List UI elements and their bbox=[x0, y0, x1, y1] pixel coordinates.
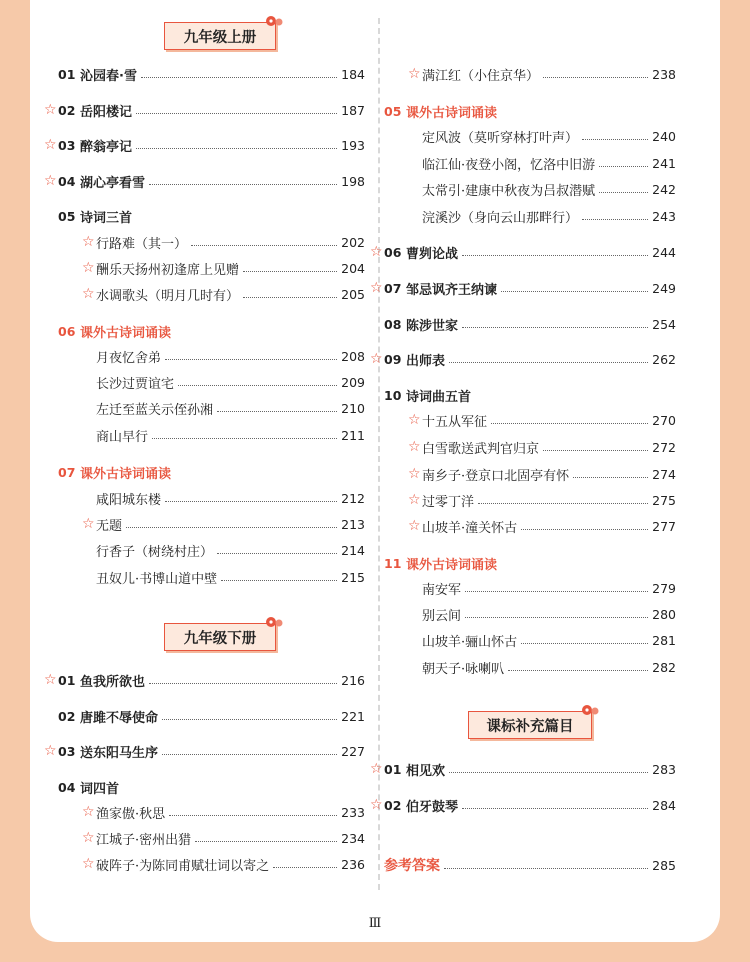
leader-dots bbox=[543, 77, 648, 78]
entry-page: 210 bbox=[341, 400, 365, 416]
star-icon: ☆ bbox=[82, 286, 95, 302]
leader-dots bbox=[136, 113, 337, 114]
star-icon: ☆ bbox=[82, 234, 95, 250]
entry-title: 送东阳马生序 bbox=[80, 745, 159, 761]
entry-number: 02 bbox=[384, 797, 402, 813]
entry-title: 南乡子·登京口北固亭有怀 bbox=[422, 468, 570, 484]
entry-number: 03 bbox=[58, 743, 76, 759]
entry-title: 陈涉世家 bbox=[406, 318, 459, 334]
toc-entry[interactable] bbox=[384, 630, 676, 650]
entry-page: 208 bbox=[341, 348, 365, 364]
toc-entry[interactable] bbox=[58, 828, 365, 848]
star-icon: ☆ bbox=[370, 797, 383, 813]
entry-number: 07 bbox=[58, 464, 76, 480]
entry-title: 丑奴儿·书博山道中壁 bbox=[96, 571, 218, 587]
entry-title: 词四首 bbox=[80, 781, 120, 797]
entry-page: 233 bbox=[341, 804, 365, 820]
toc-entry[interactable] bbox=[58, 372, 365, 392]
answers-page: 285 bbox=[652, 857, 676, 873]
leader-dots bbox=[582, 139, 648, 140]
toc-entry[interactable] bbox=[58, 777, 365, 797]
toc-entry[interactable] bbox=[384, 437, 676, 457]
entry-page: 279 bbox=[652, 580, 676, 596]
leader-dots bbox=[521, 529, 648, 530]
toc-entry[interactable] bbox=[384, 578, 676, 598]
toc-entry[interactable] bbox=[370, 242, 676, 262]
toc-entry[interactable] bbox=[384, 385, 676, 405]
leader-dots bbox=[465, 591, 648, 592]
toc-entry[interactable] bbox=[384, 657, 676, 677]
entry-title: 太常引·建康中秋夜为吕叔潜赋 bbox=[422, 183, 596, 199]
leader-dots bbox=[465, 617, 648, 618]
entry-page: 213 bbox=[341, 516, 365, 532]
entry-page: 249 bbox=[652, 280, 676, 296]
entry-title: 商山早行 bbox=[96, 429, 149, 445]
entry-title: 十五从军征 bbox=[422, 414, 488, 430]
leader-dots bbox=[501, 291, 648, 292]
entry-title: 江城子·密州出猎 bbox=[96, 832, 192, 848]
entry-title: 白雪歌送武判官归京 bbox=[422, 441, 540, 457]
entry-title: 山坡羊·潼关怀古 bbox=[422, 520, 518, 536]
star-icon: ☆ bbox=[44, 137, 57, 153]
leader-dots bbox=[195, 841, 337, 842]
star-icon: ☆ bbox=[44, 173, 57, 189]
entry-title: 定风波（莫听穿林打叶声） bbox=[422, 130, 579, 146]
header-supplement-label: 课标补充篇目 bbox=[486, 718, 574, 735]
toc-entry[interactable] bbox=[384, 206, 676, 226]
entry-page: 236 bbox=[341, 856, 365, 872]
star-icon: ☆ bbox=[44, 743, 57, 759]
entry-page: 244 bbox=[652, 244, 676, 260]
leader-dots bbox=[582, 219, 648, 220]
toc-entry[interactable] bbox=[58, 321, 365, 341]
toc-entry[interactable] bbox=[58, 398, 365, 418]
toc-entry[interactable] bbox=[384, 101, 676, 121]
entry-title: 咸阳城东楼 bbox=[96, 492, 162, 508]
entry-number: 06 bbox=[58, 323, 76, 339]
toc-entry[interactable] bbox=[370, 759, 676, 779]
star-icon: ☆ bbox=[408, 492, 421, 508]
toc-entry[interactable] bbox=[58, 802, 365, 822]
entry-page: 282 bbox=[652, 659, 676, 675]
entry-title: 左迁至蓝关示侄孙湘 bbox=[96, 402, 214, 418]
leader-dots bbox=[243, 297, 337, 298]
entry-number: 10 bbox=[384, 387, 402, 403]
leader-dots bbox=[573, 477, 648, 478]
toc-entry[interactable] bbox=[58, 567, 365, 587]
entry-title: 长沙过贾谊宅 bbox=[96, 376, 175, 392]
leader-dots bbox=[273, 867, 337, 868]
entry-page: 241 bbox=[652, 155, 676, 171]
entry-number: 02 bbox=[58, 102, 76, 118]
header-upper-label: 九年级上册 bbox=[183, 29, 257, 46]
leader-dots bbox=[191, 245, 337, 246]
toc-entry[interactable] bbox=[58, 706, 365, 726]
leader-dots bbox=[543, 450, 648, 451]
star-icon: ☆ bbox=[370, 280, 383, 296]
entry-title: 酬乐天扬州初逢席上见赠 bbox=[96, 262, 240, 278]
entry-page: 243 bbox=[652, 208, 676, 224]
entry-page: 187 bbox=[341, 102, 365, 118]
leader-dots bbox=[478, 503, 648, 504]
toc-entry[interactable] bbox=[44, 135, 365, 155]
entry-page: 204 bbox=[341, 260, 365, 276]
entry-title: 南安军 bbox=[422, 582, 462, 598]
entry-page: 242 bbox=[652, 181, 676, 197]
entry-page: 283 bbox=[652, 761, 676, 777]
toc-entry[interactable] bbox=[58, 232, 365, 252]
star-icon: ☆ bbox=[370, 244, 383, 260]
star-icon: ☆ bbox=[408, 466, 421, 482]
toc-entry[interactable] bbox=[58, 284, 365, 304]
entry-page: 216 bbox=[341, 672, 365, 688]
entry-number: 07 bbox=[384, 280, 402, 296]
entry-page: 280 bbox=[652, 606, 676, 622]
entry-title: 课外古诗词诵读 bbox=[80, 466, 172, 482]
entry-title: 行路难（其一） bbox=[96, 236, 188, 252]
leader-dots bbox=[462, 327, 648, 328]
entry-title: 邹忌讽齐王纳谏 bbox=[406, 282, 498, 298]
star-icon: ☆ bbox=[408, 518, 421, 534]
star-icon: ☆ bbox=[82, 830, 95, 846]
entry-title: 临江仙·夜登小阁，忆洛中旧游 bbox=[422, 157, 596, 173]
leader-dots bbox=[136, 148, 337, 149]
entry-title: 行香子（树绕村庄） bbox=[96, 544, 214, 560]
header-supplement bbox=[468, 711, 592, 739]
toc-entry[interactable] bbox=[58, 346, 365, 366]
star-icon: ☆ bbox=[82, 856, 95, 872]
entry-page: 205 bbox=[341, 286, 365, 302]
entry-page: 209 bbox=[341, 374, 365, 390]
entry-number: 06 bbox=[384, 244, 402, 260]
toc-entry[interactable] bbox=[58, 64, 365, 84]
entry-page: 284 bbox=[652, 797, 676, 813]
entry-title: 湖心亭看雪 bbox=[80, 175, 146, 191]
toc-entry[interactable] bbox=[370, 278, 676, 298]
column-divider bbox=[378, 18, 380, 890]
entry-page: 214 bbox=[341, 542, 365, 558]
entry-title: 诗词三首 bbox=[80, 210, 133, 226]
entry-page: 227 bbox=[341, 743, 365, 759]
page-number: Ⅲ bbox=[368, 916, 382, 931]
entry-number: 05 bbox=[58, 208, 76, 224]
leader-dots bbox=[162, 719, 337, 720]
star-icon: ☆ bbox=[44, 102, 57, 118]
leader-dots bbox=[165, 501, 337, 502]
entry-title: 朝天子·咏喇叭 bbox=[422, 661, 505, 677]
entry-title: 破阵子·为陈同甫赋壮词以寄之 bbox=[96, 858, 270, 874]
answers-row[interactable] bbox=[384, 855, 676, 875]
toc-entry[interactable] bbox=[384, 516, 676, 536]
toc-entry[interactable] bbox=[44, 100, 365, 120]
star-icon: ☆ bbox=[82, 804, 95, 820]
entry-title: 水调歌头（明月几时有） bbox=[96, 288, 240, 304]
leader-dots bbox=[149, 683, 337, 684]
leader-dots bbox=[449, 362, 648, 363]
entry-number: 05 bbox=[384, 103, 402, 119]
entry-page: 270 bbox=[652, 412, 676, 428]
entry-title: 课外古诗词诵读 bbox=[80, 325, 172, 341]
toc-entry[interactable] bbox=[384, 553, 676, 573]
leader-dots bbox=[599, 166, 648, 167]
toc-entry[interactable] bbox=[370, 349, 676, 369]
toc-entry[interactable] bbox=[384, 604, 676, 624]
entry-number: 11 bbox=[384, 555, 402, 571]
header-lower-volume bbox=[164, 623, 276, 651]
toc-entry[interactable] bbox=[44, 741, 365, 761]
entry-page: 262 bbox=[652, 351, 676, 367]
entry-number: 09 bbox=[384, 351, 402, 367]
header-upper-volume bbox=[164, 22, 276, 50]
entry-page: 272 bbox=[652, 439, 676, 455]
entry-title: 过零丁洋 bbox=[422, 494, 475, 510]
leader-dots bbox=[508, 670, 648, 671]
header-lower-label: 九年级下册 bbox=[183, 630, 257, 647]
leader-dots bbox=[126, 527, 337, 528]
toc-entry[interactable] bbox=[58, 425, 365, 445]
entry-number: 04 bbox=[58, 779, 76, 795]
leader-dots bbox=[162, 754, 337, 755]
leader-dots bbox=[462, 808, 648, 809]
entry-title: 岳阳楼记 bbox=[80, 104, 133, 120]
leader-dots bbox=[449, 772, 648, 773]
star-icon: ☆ bbox=[370, 761, 383, 777]
toc-entry[interactable] bbox=[58, 514, 365, 534]
entry-page: 202 bbox=[341, 234, 365, 250]
entry-title: 诗词曲五首 bbox=[406, 389, 472, 405]
entry-title: 出师表 bbox=[406, 353, 446, 369]
leader-dots bbox=[599, 192, 648, 193]
toc-entry[interactable] bbox=[58, 206, 365, 226]
entry-page: 184 bbox=[341, 66, 365, 82]
entry-page: 275 bbox=[652, 492, 676, 508]
entry-page: 234 bbox=[341, 830, 365, 846]
entry-title: 别云间 bbox=[422, 608, 462, 624]
entry-title: 鱼我所欲也 bbox=[80, 674, 146, 690]
leader-dots bbox=[243, 271, 337, 272]
entry-title: 山坡羊·骊山怀古 bbox=[422, 634, 518, 650]
entry-page: 212 bbox=[341, 490, 365, 506]
toc-entry[interactable] bbox=[384, 314, 676, 334]
entry-title: 唐雎不辱使命 bbox=[80, 710, 159, 726]
entry-number: 01 bbox=[384, 761, 402, 777]
toc-entry[interactable] bbox=[58, 488, 365, 508]
entry-number: 08 bbox=[384, 316, 402, 332]
entry-number: 01 bbox=[58, 672, 76, 688]
entry-page: 215 bbox=[341, 569, 365, 585]
leader-dots bbox=[221, 580, 337, 581]
toc-entry[interactable] bbox=[384, 464, 676, 484]
leader-dots bbox=[462, 255, 648, 256]
toc-entry[interactable] bbox=[384, 179, 676, 199]
toc-entry[interactable] bbox=[58, 462, 365, 482]
entry-page: 193 bbox=[341, 137, 365, 153]
entry-page: 221 bbox=[341, 708, 365, 724]
leader-dots bbox=[149, 184, 337, 185]
flower-icon bbox=[265, 14, 283, 28]
star-icon: ☆ bbox=[370, 351, 383, 367]
entry-title: 伯牙鼓琴 bbox=[406, 799, 459, 815]
entry-number: 03 bbox=[58, 137, 76, 153]
answers-title: 参考答案 bbox=[384, 858, 440, 874]
star-icon: ☆ bbox=[408, 412, 421, 428]
entry-title: 月夜忆舍弟 bbox=[96, 350, 162, 366]
leader-dots bbox=[165, 359, 337, 360]
entry-title: 相见欢 bbox=[406, 763, 446, 779]
toc-entry[interactable] bbox=[44, 171, 365, 191]
entry-title: 醉翁亭记 bbox=[80, 139, 133, 155]
star-icon: ☆ bbox=[408, 66, 421, 82]
entry-page: 254 bbox=[652, 316, 676, 332]
star-icon: ☆ bbox=[82, 516, 95, 532]
entry-page: 281 bbox=[652, 632, 676, 648]
entry-title: 无题 bbox=[96, 518, 123, 534]
toc-entry[interactable] bbox=[384, 410, 676, 430]
toc-entry[interactable] bbox=[58, 854, 365, 874]
toc-entry[interactable] bbox=[384, 126, 676, 146]
toc-entry[interactable] bbox=[384, 490, 676, 510]
entry-title: 课外古诗词诵读 bbox=[406, 105, 498, 121]
entry-page: 238 bbox=[652, 66, 676, 82]
toc-entry[interactable] bbox=[384, 64, 676, 84]
toc-entry[interactable] bbox=[44, 670, 365, 690]
entry-number: 02 bbox=[58, 708, 76, 724]
toc-entry[interactable] bbox=[384, 153, 676, 173]
flower-icon bbox=[581, 703, 599, 717]
leader-dots bbox=[152, 438, 337, 439]
entry-number: 04 bbox=[58, 173, 76, 189]
leader-dots bbox=[169, 815, 337, 816]
entry-page: 274 bbox=[652, 466, 676, 482]
leader-dots bbox=[521, 643, 648, 644]
toc-entry[interactable] bbox=[58, 540, 365, 560]
leader-dots bbox=[491, 423, 648, 424]
entry-title: 渔家傲·秋思 bbox=[96, 806, 166, 822]
entry-title: 曹刿论战 bbox=[406, 246, 459, 262]
leader-dots bbox=[141, 77, 337, 78]
star-icon: ☆ bbox=[82, 260, 95, 276]
star-icon: ☆ bbox=[408, 439, 421, 455]
flower-icon bbox=[265, 615, 283, 629]
entry-page: 198 bbox=[341, 173, 365, 189]
leader-dots bbox=[217, 411, 337, 412]
toc-entry[interactable] bbox=[370, 795, 676, 815]
leader-dots bbox=[217, 553, 337, 554]
entry-title: 课外古诗词诵读 bbox=[406, 557, 498, 573]
entry-page: 240 bbox=[652, 128, 676, 144]
entry-title: 满江红（小住京华） bbox=[422, 68, 540, 84]
leader-dots bbox=[444, 868, 648, 869]
leader-dots bbox=[178, 385, 337, 386]
entry-page: 277 bbox=[652, 518, 676, 534]
entry-title: 沁园春·雪 bbox=[80, 68, 137, 84]
entry-title: 浣溪沙（身向云山那畔行） bbox=[422, 210, 579, 226]
entry-page: 211 bbox=[341, 427, 365, 443]
star-icon: ☆ bbox=[44, 672, 57, 688]
toc-entry[interactable] bbox=[58, 258, 365, 278]
entry-number: 01 bbox=[58, 66, 76, 82]
